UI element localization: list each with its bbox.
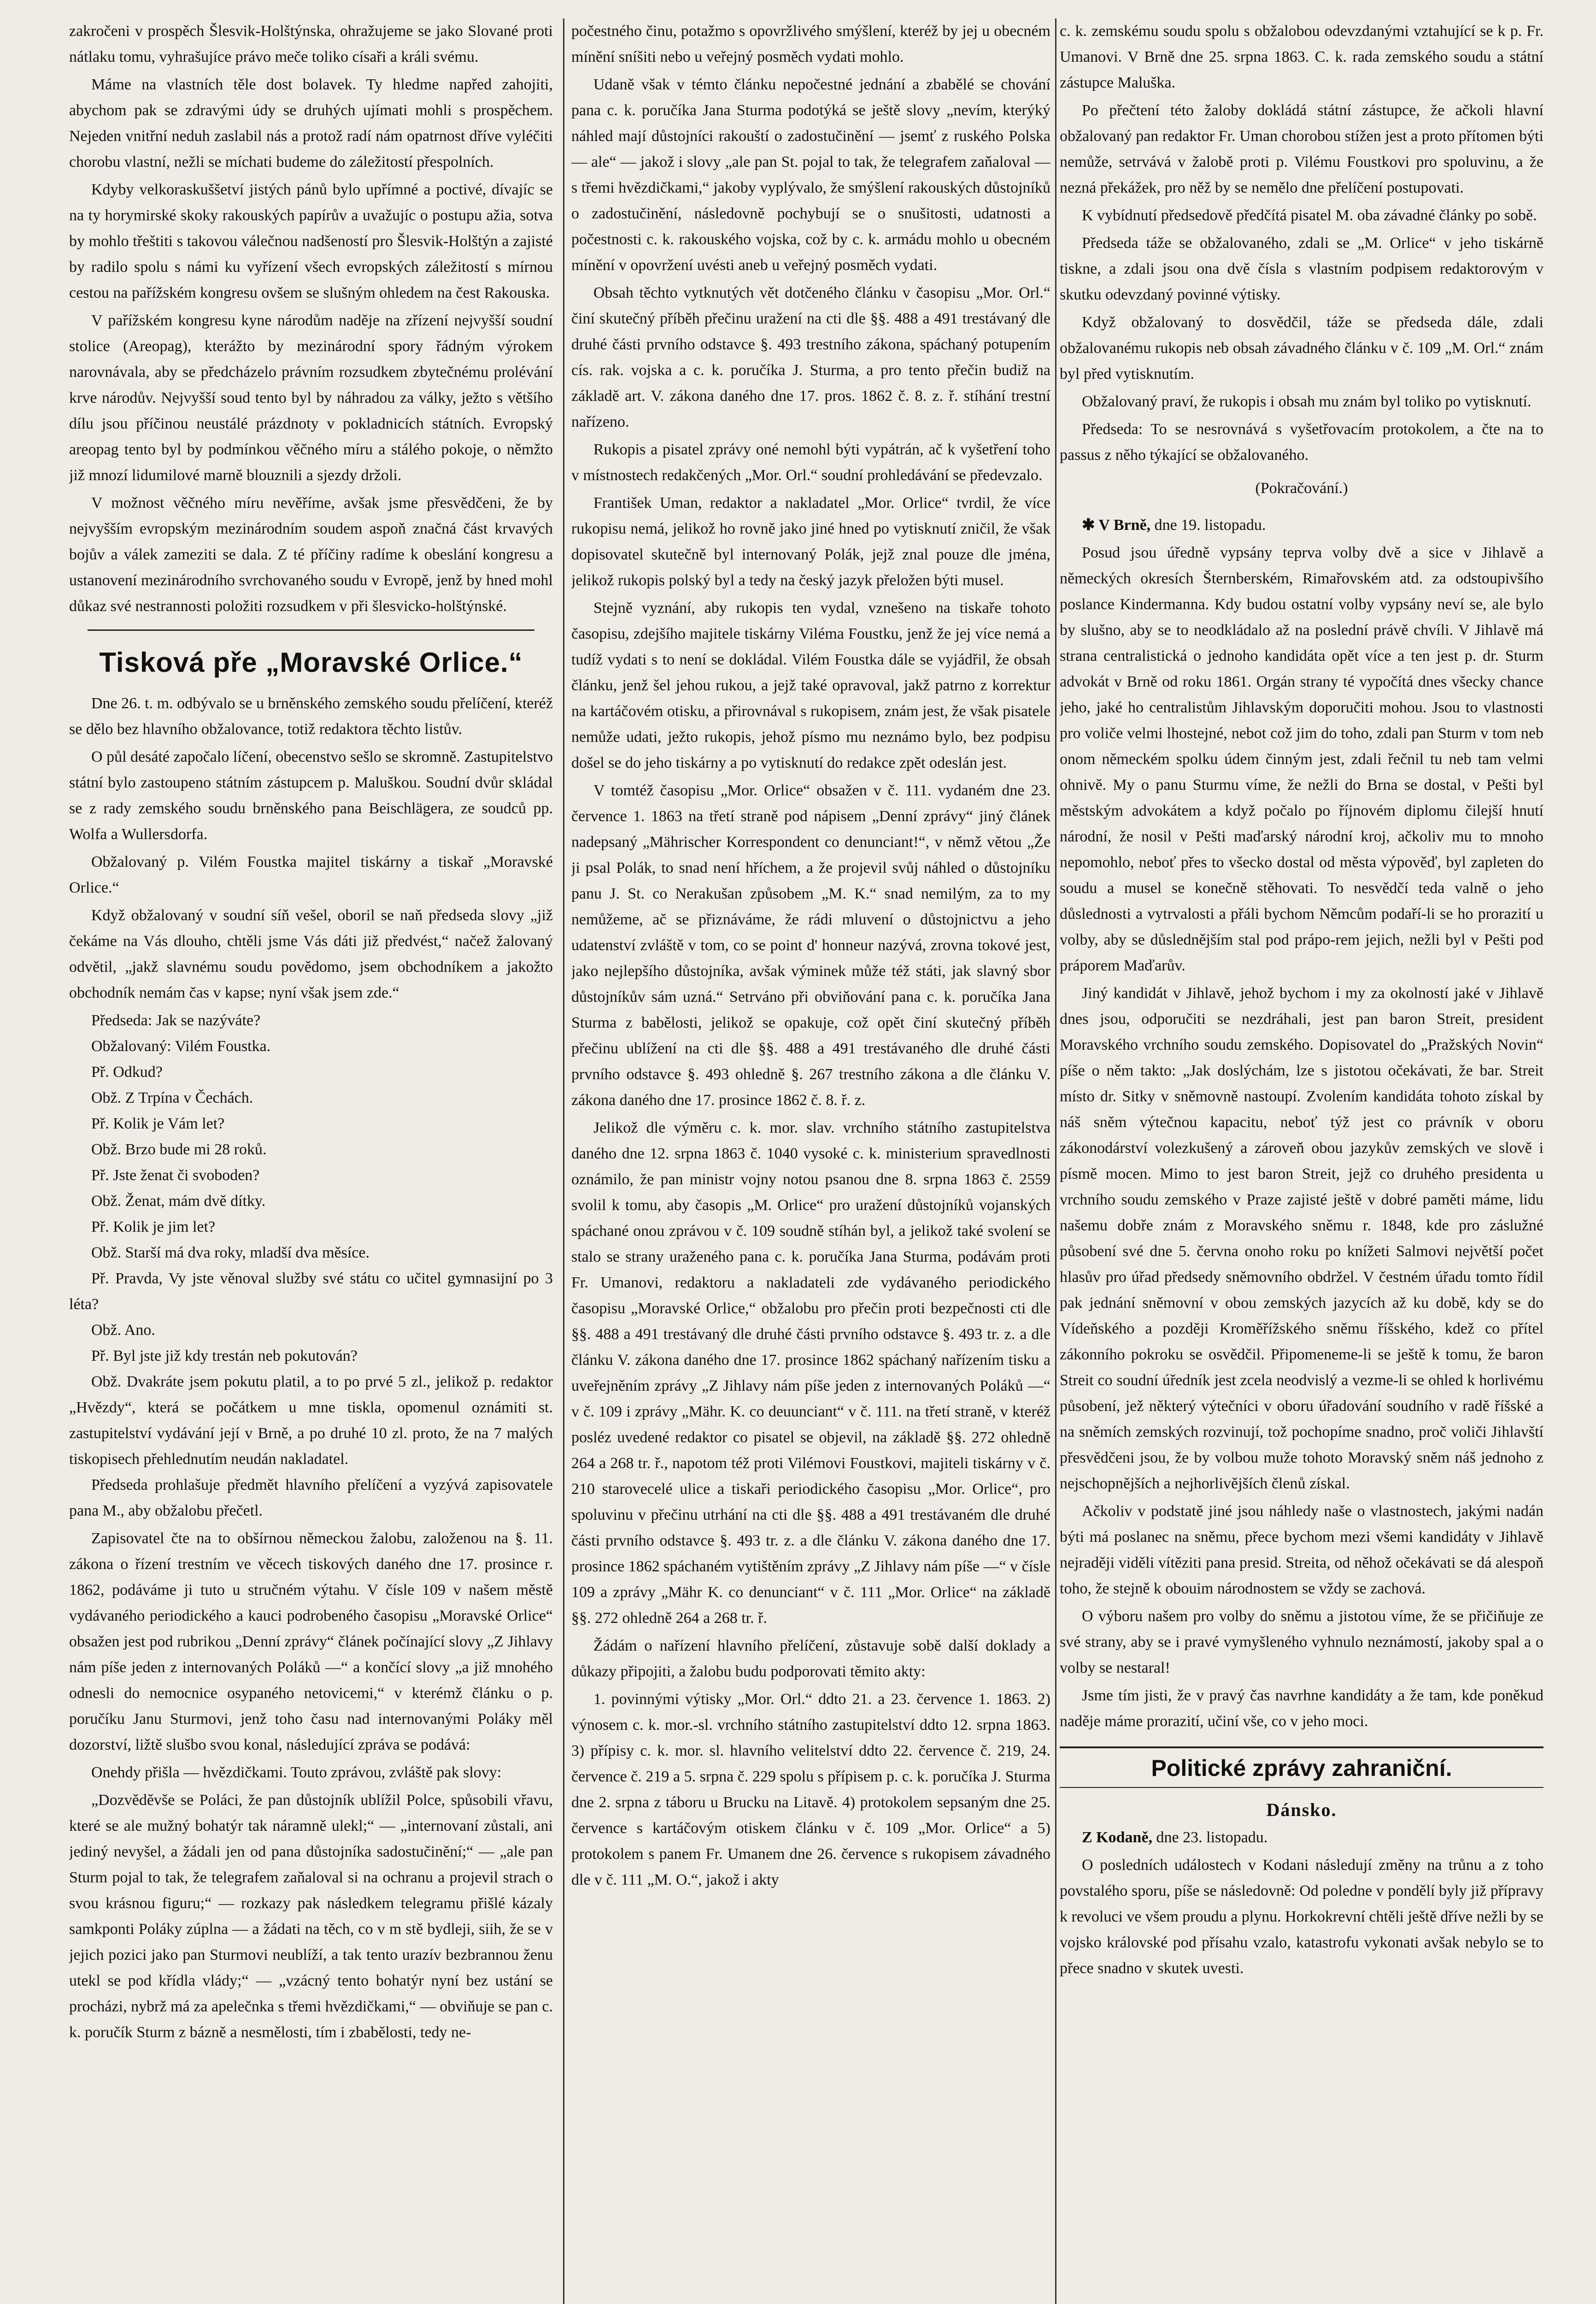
continued-note: (Pokračování.) <box>1255 480 1348 497</box>
paragraph: Obžalovaný praví, že rukopis i obsah mu znám byl toliko po vytisknutí. <box>1082 393 1531 410</box>
paragraph: Zapisovatel čte na to obšírnou německou žalobu, založenou na §. 11. zákona o řízení trestním ve věcech tiskových daného dne 17. prosince r. 1862, podáváme ji tuto u stručném výtahu. V čísle 109 v našem městě vydávaného periodického a kauci podrobeného časopisu „Moravské Orlice“ obsažen jest pod rubrikou „Denní zprávy“ článek počínající slovy „Z Jihlavy nám píše jeden z internovaných Poláků —“ a končící slovy „a již mnohého odnesli do nemocnice osypaného netovicemi,“ v kterémž článku o p. poručíku Janu Sturmovi, jenž toho času nad internovanými Poláky měl dozorství, ližtě slušbo svou konal, následující zpráva se podává: <box>69 1530 553 1753</box>
country-title: Dánsko. <box>1266 1799 1337 1820</box>
paragraph: Když obžalovaný to dosvědčil, táže se předseda dále, zdali obžalovanému rukopis neb obsah závadného článku v č. 109 „M. Orl.“ znám byl před vytisknutím. <box>1060 314 1543 382</box>
dialogue-line: Obž. Ano. <box>91 1322 155 1339</box>
paragraph: Předseda: To se nesrovnává s vyšetřovacím protokolem, a čte na to passus z něho týkající se obžalovaného. <box>1060 421 1543 464</box>
section-rule-thick <box>1060 1746 1543 1748</box>
paragraph: Udaně však v témto článku nepočestné jednání a zbabělé se chování pana c. k. poručíka Jana Sturma podotýká se ještě slovy „nevím, kterýký náhled mají důstojníci rakouští o zadostučinění — jsemť z ruského Polska — ale“ — jakož i slovy „ale pan St. pojal to tak, že telegrafem zaňaloval — s třemi hvězdičkami,“ jakoby vyplývalo, že smýšlení rakouských důstojníků o zadostučinění, následovně pochybují se o snušitosti, udatnosti a počestnosti c. k. rakouského vojska, což by c. k. armádu mohlo u obecném mínění v opovržení uvésti aneb u veřejný posměch vydati. <box>571 76 1050 274</box>
news-item-lead <box>1060 1825 1543 1851</box>
paragraph: O půl desáté započalo líčení, obecenstvo sešlo se skromně. Zastupitelstvo státní bylo zastoupeno státním zástupcem p. Maluškou. Soudní dvůr skládal se z rady zemského soudu brněnského pana Beischlägera, ze soudců pp. Wolfa a Wullersdorfa. <box>69 748 553 843</box>
news-place: V Brně, <box>1098 517 1151 534</box>
section-title: Politické zprávy zahraniční. <box>1151 1755 1452 1781</box>
dialogue-line: Obž. Starší má dva roky, mladší dva měsíce. <box>91 1244 370 1261</box>
paragraph: Obsah těchto vytknutých vět dotčeného článku v časopisu „Mor. Orl.“ činí skutečný příběh přečinu uražení na cti dle §§. 488 a 491 trestávaný dle druhé části prvního odstavce §. 493 trestního zákona, spáchaný potupením cís. rak. vojska a c. k. poručíka J. Sturma, a pro tento přečin budiž na základě art. V. zákona daného dne 17. pros. 1862 č. 8. z. ř. stíhání trestní nařízeno. <box>571 284 1050 430</box>
paragraph: Máme na vlastních těle dost bolavek. Ty hledme napřed zahojiti, abychom pak se zdravými údy se druhých ujímati mohli s prospěchem. Nejeden vnitřní neduh zaslabil nás a protož radí nám opatrnost dříve vyléčiti chorobu vlastní, nežli se míchati budeme do záležitostí přespolních. <box>69 76 553 170</box>
column-rule-right <box>1055 18 1056 2304</box>
paragraph: Jelikož dle výměru c. k. mor. slav. vrchního státního zastupitelstva daného dne 12. srpna 1863 č. 1040 vysoké c. k. ministerium spravedlnosti oznámilo, že pan ministr vojny notou psanou dne 8. srpna 1863 č. 2559 svolil k tomu, aby časopis „M. Orlice“ pro uražení důstojníků vojanských spáchané onou zprávou v č. 109 soudně stíhán byl, a jelikož také svolení se stalo se strany uraženého pana c. k. poručíka Jana Sturma, podávám proti Fr. Umanovi, redaktoru a nakladateli zde vydávaného periodického časopisu „Moravské Orlice,“ obžalobu pro přečin proti bezpečnosti cti dle §§. 488 a 491 trestávaný dle druhé části prvního odstavce §. 493 tr. z. a dle článku V. zákona daného dne 17. prosince 1862 spáchaný nařízením tisku a uveřejněním zprávy „Z Jihlavy nám píše jeden z internovaných Poláků —“ v č. 109 i zprávy „Mähr. K. co deuunciant“ v č. 111. na třetí straně, v kteréž posléz uvedené redaktor co pisatel se objevil, na základě §§. 272 ohledně 264 a 268 tr. ř., napotom též proti Vilémovi Foustkovi, majiteli tiskárny v č. 210 starovecelé ulice a tiskaři periodického časopisu „Mor. Orlice“, pro spoluvinu v přečinu utrhání na cti dle §§. 488 a 491 trestávaném dle druhé části prvního odstavce §. 493 tr. z. a dle článku V. zákona daného dne 17. prosince 1862 spáchaném vytištěním zprávy „Z Jihlavy nám píše —“ v čísle 109 a zprávy „Mähr K. co denunciant“ v č. 111 „Mor. Orlice“ na základě §§. 272 ohledně 264 a 268 tr. ř. <box>571 1119 1050 1627</box>
column-1 <box>69 18 553 2304</box>
column-2 <box>571 18 1050 2304</box>
paragraph: V možnost věčného míru nevěříme, avšak jsme přesvědčeni, že by nejvyšším evropským mezinárodním soudem aspoň značná část krvavých bojův a válek zameziti se dala. Z té příčiny radíme k obeslání kongresu a ustanovení mezinárodního svrchovaného soudu v Evropě, jenž by hned mohl důkaz své nestrannosti položiti rozsudkem v při šlesvicko-holštýnské. <box>69 494 553 615</box>
paragraph: František Uman, redaktor a nakladatel „Mor. Orlice“ tvrdil, že více rukopisu nemá, jelikož ho rovně jako jiné hned po vytisknutí zničil, že však dopisovatel skutečně byl internovaný Polák, jejž znal pouze dle jména, jelikož rukopis polský byl a tedy na český jazyk přeložen býti musel. <box>571 494 1050 589</box>
paragraph: K vybídnutí předsedově předčítá pisatel M. oba závadné články po sobě. <box>1082 207 1537 224</box>
paragraph: Kdyby velkoraskuššetví jistých pánů bylo upřímné a poctivé, dívajíc se na ty horymirské skoky rakouských papírův a uvažujíc o postupu ažia, sotva by mohlo třeštiti s takovou válečnou nadšeností pro Šlesvik-Holštýn a zajisté by radilo spolu s námi ku vyřízení všech evropských záležitostí s mírnou cestou na pařížském kongresu ovšem se slušným ohledem na čest Rakouska. <box>69 181 553 301</box>
paragraph: Předseda táže se obžalovaného, zdali se „M. Orlice“ v jeho tiskárně tiskne, a zdali jsou ona dvě čísla s vlastním podpisem redaktorovým v skutku odevzdaný povinné výtisky. <box>1060 235 1543 303</box>
article-heading: Tisková pře „Moravské Orlice.“ <box>99 647 523 678</box>
dialogue-line: Obž. Ženat, mám dvě dítky. <box>91 1193 266 1210</box>
paragraph: Po přečtení této žaloby dokládá státní zástupce, že ačkoli hlavní obžalovaný pan redaktor Fr. Uman chorobou stížen jest a proto přítomen býti nemůže, setrvává v žalobě proti p. Vilému Foustkovi pro spoluvinu, a že nezná překážek, pro něž by se nemělo dne přelíčení postupovati. <box>1060 102 1543 196</box>
paragraph: Stejně vyznání, aby rukopis ten vydal, vznešeno na tiskaře tohoto časopisu, zdejšího majitele tiskárny Viléma Foustku, jenž že jej více nemá a tudíž vydati s to není se dokládal. Vilém Foustka dále se vyjádřil, že obsah článku, jenž šel jehou rukou, a jejž také opravoval, jakž patrno z korrektur na kartáčovém otisku, a přirovnával s rukopisem, znám jest, že však pisatele nemůže udati, ježto rukopis, jehož písmo mu neznámo bylo, bez podpisu došel se do jeho tiskárny a po vytisknutí do redakce zpět odeslán jest. <box>571 600 1050 771</box>
dialogue-line: Předseda: Jak se nazýváte? <box>91 1012 261 1029</box>
section-rule-thin <box>1060 1787 1543 1788</box>
paragraph: Jiný kandidát v Jihlavě, jehož bychom i my za okolností jaké v Jihlavě dnes jsou, odporučiti se nezdráhali, jest pan baron Streit, president Moravského vrchního soudu zemského. Dopisovatel do „Pražských Novin“ píše o něm takto: „Jak doslýchám, lze s jistotou očekávati, že bar. Streit místo dr. Sitky v sněmovně nastoupí. Zvolením kandidáta tohoto získal by náš sněm výtečnou kapacitu, neboť týž jest co právník v oboru zákonodárství volezkušený a zároveň obou jazykův zemských ve slově i písmě mocen. Mimo to jest baron Streit, jejž co druhého presidenta u vrchního soudu zemského v Praze zajisté ještě v dobré paměti máme, lidu našemu dobře znám z Moravského sněmu r. 1848, kde pro záslužné působení své dne 5. června onoho roku po knížeti Salmovi největší počet hlasův pro úřad předsedy sněmovního obdržel. V čestném úřadu tomto řídil pak jednání sněmovní v obou zemských jazycích až ku době, kdy se do Vídeňského a později Kroměřížského sněmu říšského, kdež co přítel zákonního pokroku se osvědčil. Připomeneme-li se ještě k tomu, že baron Streit co soudní úředník jest zcela neodvislý a vezme-li se ohled k horlivému působení, jež některý výtečníci v oboru úřadování soudního v radě říšské a na sněmích zemských rozvinují, tož pochopíme snadno, proč voliči Jihlavští přesvědčeni jsou, že by volbou muže tohoto Moravský sněm náš jednoho z nejschopnějších a nejhorlivějších členů získal. <box>1060 985 1543 1492</box>
news-date: dne 23. listopadu. <box>1152 1829 1268 1846</box>
paragraph: „Dozvěděvše se Poláci, že pan důstojník ublížil Polce, spůsobili vřavu, které se ale mužný bohatýr tak náramně ulekl;“ — „internovaní zůstali, ani jediný nevyšel, a žádali jen od pana důstojníka sadostučinění;“ — „ale pan Sturm pojal to tak, že telegrafem zaňaloval si na ochranu a projevil strach o svou krásnou figuru;“ — rozkazy pak následkem telegramu přišlé kázaly samkponti Poláky zúplna — a žádati na těch, co v m stě bydleji, siih, že se v jejich pozici jako pan Sturmovi neublíží, a tak tento urazív bezbrannou ženu utekl se pod křídla vlády;“ — „vzácný tento bohatýr nyní bez ustání se procházi, nybrž má za apelečnka s třemi hvězdičkami,“ — obviňuje se pan c. k. poručík Sturm z bázně a nesmělosti, tím i zbabělosti, tedy ne- <box>69 1792 553 2041</box>
paragraph: 1. povinnými výtisky „Mor. Orl.“ ddto 21. a 23. července 1. 1863. 2) výnosem c. k. mor.-sl. vrchního státního zastupitelství ddto 12. srpna 1863. 3) přípisy c. k. mor. sl. hlavního velitelství ddto 22. července č. 219, 24. července č. 219 a 5. srpna č. 229 spolu s přípisem p. c. k. poručíka J. Sturma dne 2. srpna z táboru u Brucku na Litavě. 4) protokolem sepsaným dne 25. července s kartáčovým otiskem článku v č. 109 „Mor. Orlice“ a 5) protokolem s panem Fr. Umanem dne 26. července s rukopisem závadného dle v č. 111 „M. O.“, jakož i akty <box>571 1691 1050 1888</box>
paragraph: zakročeni v prospěch Šlesvik-Holštýnska, ohražujeme se jako Slované proti nátlaku tomu, vyhrašujíce právo meče toliko císaři a králi svému. <box>69 23 553 65</box>
dialogue-line: Obžalovaný: Vilém Foustka. <box>91 1038 271 1055</box>
dialogue-line: Obž. Dvakráte jsem pokutu platil, a to po prvé 5 zl., jelikož p. redaktor „Hvězdy“, která se počátkem u mne tiskla, opomenul oznámiti st. zastupitelství vydávání její v Brně, a po druhé 10 zl. proto, že na 7 malých tiskopisech přehlednutím neudán nakladatel. <box>69 1373 553 1468</box>
dialogue-line: Obž. Brzo bude mi 28 roků. <box>91 1141 267 1158</box>
paragraph: V tomtéž časopisu „Mor. Orlice“ obsažen v č. 111. vydaném dne 23. července 1. 1863 na třetí straně pod nápisem „Denní zprávy“ jiný článek nadepsaný „Mährischer Korrespondent co denunciant!“, v němž větou „Že ji psal Polák, to snad není hříchem, a že projevil svůj náhled o důstojníku panu J. St. co Nerakušan způsobem „M. K.“ snad nemilým, za to my nemůžeme, ač se přiznáváme, že rádi mluvení o důstojnictvu a jeho udatenství zvláště v tom, co se point d' honneur nazývá, zrovna tokové jest, jako nejlepšího důstojníka, avšak výminek může též státi, jak slavný sbor důstojníkův sám uzná.“ Setrváno při obviňování pana c. k. poručíka Jana Sturma z babělosti, jelikož se opakuje, což opět činí skutečný příběh přečinu ublížení na cti dle §§. 488 a 491 trestávaného dle druhé části prvního odstavce §. 493 ohledně §. 267 trestního zákona a dle článku V. zákona daného dne 17. prosince 1862 č. 8. ř. z. <box>571 782 1050 1109</box>
paragraph: Obžalovaný p. Vilém Foustka majitel tiskárny a tiskař „Moravské Orlice.“ <box>69 853 553 896</box>
paragraph: Když obžalovaný v soudní síň vešel, oboril se naň předseda slovy „již čekáme na Vás dlouho, chtěli jsme Vás dáti již předvést,“ načež žalovaný odvětil, „jakž slavnému soudu povědomo, jsem obchodníkem a jakožto obchodník nemám čas v kapse; nyní však jsem zde.“ <box>69 907 553 1001</box>
paragraph: O výboru našem pro volby do sněmu a jistotou víme, že se přičiňuje ze své strany, aby se i pravé vymyšleného vyhnulo neznámostí, jakoby spal a o volby se nestaral! <box>1060 1608 1543 1676</box>
dialogue-line: Př. Pravda, Vy jste věnoval služby své státu co učitel gymnasijní po 3 léta? <box>69 1270 553 1313</box>
dialogue-line: Př. Jste ženat či svoboden? <box>91 1167 260 1184</box>
paragraph: Ačkoliv v podstatě jiné jsou náhledy naše o vlastnostech, jakými nadán býti má poslanec na sněmu, přece bychom mezi všemi kandidáty v Jihlavě nejraději viděli vítěziti pana presid. Streita, od něhož očekávati se dá alespoň toho, že stejně k obouim národnostem se vždy se zachová. <box>1060 1503 1543 1597</box>
news-item-lead <box>1060 512 1543 538</box>
paragraph: Jsme tím jisti, že v pravý čas navrhne kandidáty a že tam, kde poněkud naděje máme prorazití, učiní vše, co v jeho moci. <box>1060 1687 1543 1730</box>
dialogue-line: Př. Byl jste již kdy trestán neb pokutován? <box>91 1347 358 1364</box>
paragraph: Onehdy přišla — hvězdičkami. Touto zprávou, zvláště pak slovy: <box>91 1764 502 1781</box>
paragraph: c. k. zemskému soudu spolu s obžalobou odevzdanými vztahující se k p. Fr. Umanovi. V Brně dne 25. srpna 1863. C. k. rada zemského soudu a státní zástupce Maluška. <box>1060 23 1543 91</box>
paragraph: V pařížském kongresu kyne národům naděje na zřízení nejvyšší soudní stolice (Areopag), kterážto by mezinárodní spory řádným výrokem narovnávala, aby se předcházelo právním rozsudkem zbytečnému prolévání krve národův. Nejvyšší soud tento byl by náhradou za války, ježto s většího dílu jsou příčinou neustálé prázdnoty v pokladnicích státních. Evropský areopag tento byl by podmínkou věčného míru a stálého pokoje, o němžto již mnozí lidumilové marně blouznili a sjezdy držoli. <box>69 312 553 484</box>
asterism-icon: ✱ <box>1082 517 1099 534</box>
dialogue-line: Př. Kolik je Vám let? <box>91 1115 225 1132</box>
paragraph: počestného činu, potažmo s opovržlivého smýšlení, kteréž by jej u obecném mínění sníšiti nebo u veřejný posměch vydati mohlo. <box>571 23 1050 65</box>
dialogue-line: Př. Kolik je jim let? <box>91 1218 216 1235</box>
dialogue-line: Obž. Z Trpína v Čechách. <box>91 1089 253 1106</box>
news-place: Z Kodaně, <box>1082 1829 1153 1846</box>
news-date: dne 19. listopadu. <box>1150 517 1266 534</box>
paragraph: Dne 26. t. m. odbývalo se u brněnského zemského soudu přelíčení, kteréž se dělo bez hlavního obžalovance, totiž redaktora těchto listův. <box>69 695 553 738</box>
section-divider <box>88 629 534 631</box>
column-rule-left <box>563 18 564 2304</box>
column-3 <box>1060 18 1543 2304</box>
paragraph: Rukopis a pisatel zprávy oné nemohl býti vypátrán, ač k vyšetření toho v místnostech redakčených „Mor. Orl.“ soudní prohledávání se předevzalo. <box>571 441 1050 484</box>
paragraph: Posud jsou úředně vypsány teprva volby dvě a sice v Jihlavě a německých okresích Šternberském, Rimařovském atd. za odstoupivšího poslance Kindermanna. Kdy budou ostatní volby vypsány neví se, ale bylo by slušno, aby se to neodkládalo až na poslední právě chvíli. V Jihlavě má strana centralistická o jednoho kandidáta opět více a ten jest p. dr. Sturm advokát v Brně od roku 1861. Orgán strany té vypočítá dnes všecky chance jeho, jaké ho centralistům Jihlavským doporučiti mohou. Jsou to vlastnosti pro voliče velmi lhostejné, nebot což jim do toho, zdali pan Sturm v tom neb onom německém spolku údem činným jest, zdali řečnil tu neb tam velmi ohnivě. My o panu Sturmu víme, že nežli do Brna se dostal, v Pešti byl městským advokátem a když počalo po říjnovém diplomu čilejší hnutí národní, že nosil v Pešti maďarský národní kroj, ačkoliv mu to mnoho nepomohlo, neboť přes to všecko dostal od města výpověď, byl zapleten do soudu a musel se konečně stěhovati. To nesvědčí teda valně o jeho důslednosti a vytrvalosti a přáli bychom Němcům podaří-li se ho prorazití u volby, aby se důslednějším stal pod prápo-rem jejich, nežli byl v Pešti pod práporem Maďarův. <box>1060 544 1543 974</box>
paragraph: O posledních událostech v Kodani následují změny na trůnu a z toho povstalého sporu, píše se následovně: Od poledne v pondělí byly již přípravy k revoluci ve všem proudu a plynu. Horkokrevní chtěli ještě dříve nežli by se vojsko královské pod přísahu vzalo, katastrofu vykonati avšak nebylo se to přece snadno v skutek uvesti. <box>1060 1857 1543 1977</box>
paragraph: Předseda prohlašuje předmět hlavního přelíčení a vyzývá zapisovatele pana M., aby obžalobu přečetl. <box>69 1476 553 1519</box>
paragraph: Žádám o nařízení hlavního přelíčení, zůstavuje sobě další doklady a důkazy připojiti, a žalobu budu podporovati těmito akty: <box>571 1637 1050 1680</box>
dialogue-line: Př. Odkud? <box>91 1064 163 1081</box>
